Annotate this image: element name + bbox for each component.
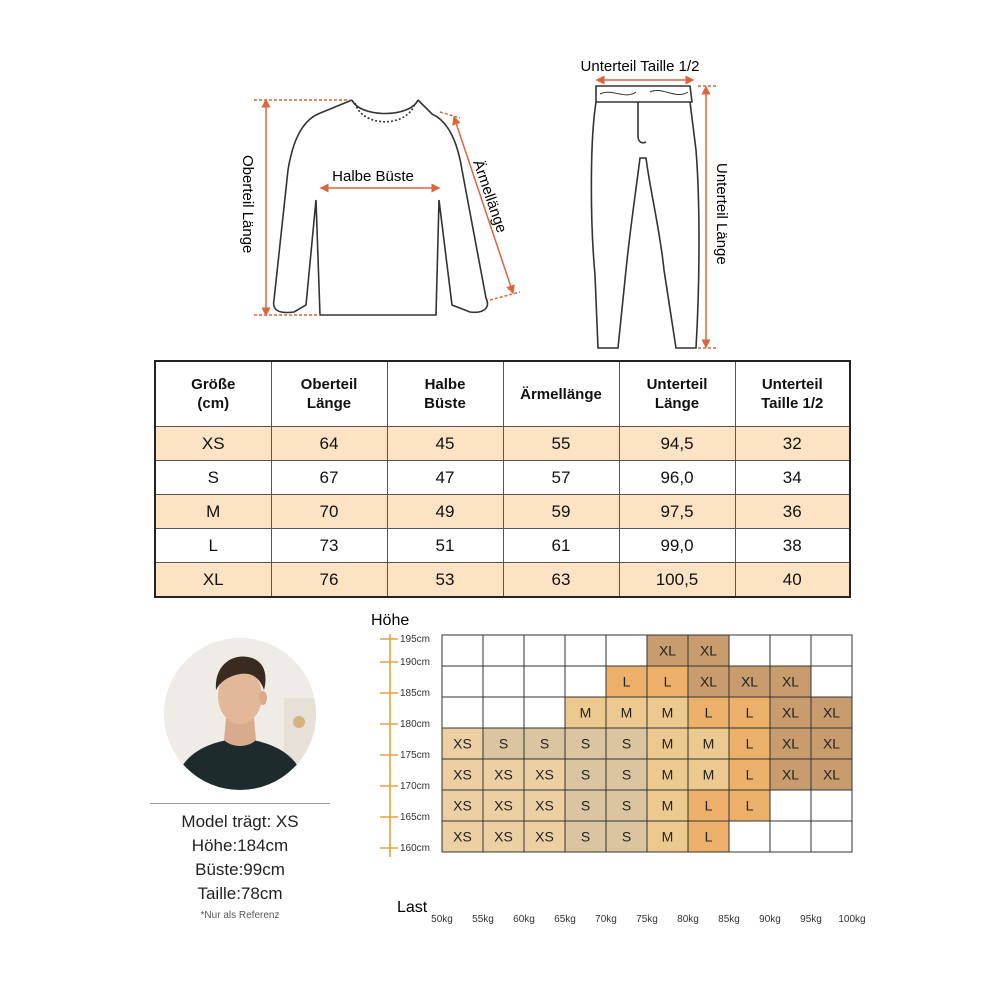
size-value-cell: 96,0 [619,461,735,495]
chart-cell-label: L [622,673,631,690]
size-value-cell: 40 [735,563,850,598]
chart-cell [524,666,565,697]
chart-cell-label: S [580,828,591,845]
x-axis-title: Last [397,899,428,916]
chart-cell-label: L [745,704,754,721]
size-value-cell: 61 [503,529,619,563]
chart-cell [524,697,565,728]
chart-cell [770,635,811,666]
size-value-cell: 67 [271,461,387,495]
model-wears-text: Model trägt: XS [181,812,299,831]
chart-cell [811,790,852,821]
chart-cell-label: XL [699,673,718,690]
size-value-cell: 70 [271,495,387,529]
size-table-header [155,361,850,427]
model-photo [164,638,316,790]
chart-cell-label: XL [822,704,841,721]
chart-cell-label: XS [453,766,472,783]
chart-cell-label: S [580,766,591,783]
chart-cell [729,635,770,666]
size-value-cell: 53 [387,563,503,598]
x-tick-label: 70kg [595,914,617,925]
sleeve-length-label: Ärmellänge [469,157,510,236]
x-tick-label: 100kg [838,914,866,925]
size-table-body [155,427,850,598]
chart-cell [811,821,852,852]
y-tick-label: 160cm [400,843,431,854]
chart-cell-label: XL [699,642,718,659]
size-label-cell: M [155,495,271,529]
chart-cell [606,635,647,666]
size-table-row [155,427,850,461]
chart-cell-label: M [702,735,715,752]
x-tick-label: 50kg [431,914,453,925]
chart-cell-label: XL [781,673,800,690]
garment-diagrams [0,0,1000,355]
chart-cell-label: XL [658,642,677,659]
x-tick-label: 90kg [759,914,781,925]
size-label-cell: XS [155,427,271,461]
chart-cell-label: M [620,704,633,721]
chart-cell [565,635,606,666]
model-divider [150,803,330,804]
bottom-length-label: Unterteil Länge [713,163,730,265]
chart-cell [811,666,852,697]
chart-cell-label: L [745,797,754,814]
x-tick-label: 80kg [677,914,699,925]
model-waist-text: Taille:78cm [197,884,283,903]
size-label-cell: XL [155,563,271,598]
chart-cell-label: S [621,797,632,814]
size-value-cell: 32 [735,427,850,461]
y-axis-title: Höhe [371,612,410,629]
chart-cell [729,821,770,852]
size-table [154,360,851,598]
chart-cell-label: M [661,797,674,814]
x-tick-label: 85kg [718,914,740,925]
bottom-waist-label: Unterteil Taille 1/2 [580,58,700,75]
size-value-cell: 76 [271,563,387,598]
top-length-label: Oberteil Länge [239,155,256,254]
reference-note: *Nur als Referenz [200,910,280,921]
size-table-header-cell: Ärmellänge [503,361,619,427]
x-tick-label: 55kg [472,914,494,925]
size-label-cell: S [155,461,271,495]
chart-cell-label: XS [453,828,472,845]
chart-cell [770,821,811,852]
chart-cell-label: XL [822,766,841,783]
size-value-cell: 38 [735,529,850,563]
size-value-cell: 45 [387,427,503,461]
y-tick-label: 195cm [400,634,431,645]
half-bust-label: Halbe Büste [332,168,414,185]
chart-cell-label: XS [494,797,513,814]
chart-cell-label: L [745,766,754,783]
y-tick-label: 170cm [400,781,431,792]
y-tick-label: 190cm [400,657,431,668]
chart-cell-label: S [580,735,591,752]
chart-cell-label: XS [453,735,472,752]
chart-cell [442,635,483,666]
size-value-cell: 63 [503,563,619,598]
chart-cell-label: XS [535,828,554,845]
size-table-header-cell: Oberteil Länge [271,361,387,427]
chart-cell-label: L [704,797,713,814]
model-bust-text: Büste:99cm [195,860,285,879]
chart-cell [524,635,565,666]
size-value-cell: 34 [735,461,850,495]
size-value-cell: 47 [387,461,503,495]
size-value-cell: 57 [503,461,619,495]
size-value-cell: 97,5 [619,495,735,529]
chart-cell-label: S [580,797,591,814]
size-table-header-cell: Unterteil Länge [619,361,735,427]
size-value-cell: 99,0 [619,529,735,563]
chart-cell-label: XS [535,766,554,783]
chart-cell-label: M [579,704,592,721]
x-tick-label: 75kg [636,914,658,925]
size-table-header-cell: Unterteil Taille 1/2 [735,361,850,427]
chart-cell [565,666,606,697]
size-table-row [155,495,850,529]
size-table-row [155,563,850,598]
shirt-outline [274,100,488,315]
chart-cell-label: XL [740,673,759,690]
chart-cell-label: L [704,828,713,845]
chart-cell-label: S [621,735,632,752]
chart-cell-label: M [661,828,674,845]
chart-cell-label: XL [781,704,800,721]
y-tick-label: 185cm [400,688,431,699]
chart-cell [442,666,483,697]
chart-cell [442,697,483,728]
size-table-header-cell: Halbe Büste [387,361,503,427]
chart-cell-label: S [498,735,509,752]
size-value-cell: 64 [271,427,387,461]
chart-cell-label: M [661,704,674,721]
y-tick-label: 180cm [400,719,431,730]
size-chart [360,605,880,925]
y-tick-label: 175cm [400,750,431,761]
chart-cell [483,666,524,697]
chart-cell [483,697,524,728]
x-tick-label: 65kg [554,914,576,925]
pants-outline [591,86,699,348]
chart-cell-label: S [621,766,632,783]
chart-cell-label: L [704,704,713,721]
x-tick-label: 95kg [800,914,822,925]
chart-cell [483,635,524,666]
chart-cell-label: M [661,735,674,752]
chart-cell-label: M [661,766,674,783]
size-value-cell: 49 [387,495,503,529]
chart-cell [770,790,811,821]
size-value-cell: 59 [503,495,619,529]
x-tick-label: 60kg [513,914,535,925]
chart-cell-label: L [745,735,754,752]
chart-cell-label: L [663,673,672,690]
chart-cell-label: XL [822,735,841,752]
size-table-header-cell: Größe (cm) [155,361,271,427]
chart-cell-label: S [621,828,632,845]
chart-cell [811,635,852,666]
size-value-cell: 55 [503,427,619,461]
size-value-cell: 73 [271,529,387,563]
chart-cell-label: M [702,766,715,783]
model-height-text: Höhe:184cm [191,836,289,855]
chart-cell-label: XS [494,766,513,783]
size-value-cell: 51 [387,529,503,563]
y-tick-label: 165cm [400,812,431,823]
size-value-cell: 100,5 [619,563,735,598]
size-label-cell: L [155,529,271,563]
size-value-cell: 36 [735,495,850,529]
chart-cell-label: XS [453,797,472,814]
chart-cell-label: XL [781,766,800,783]
chart-cell-label: XS [494,828,513,845]
chart-cell-label: XS [535,797,554,814]
size-table-row [155,529,850,563]
size-value-cell: 94,5 [619,427,735,461]
size-table-row [155,461,850,495]
chart-cell-label: S [539,735,550,752]
chart-cell-label: XL [781,735,800,752]
